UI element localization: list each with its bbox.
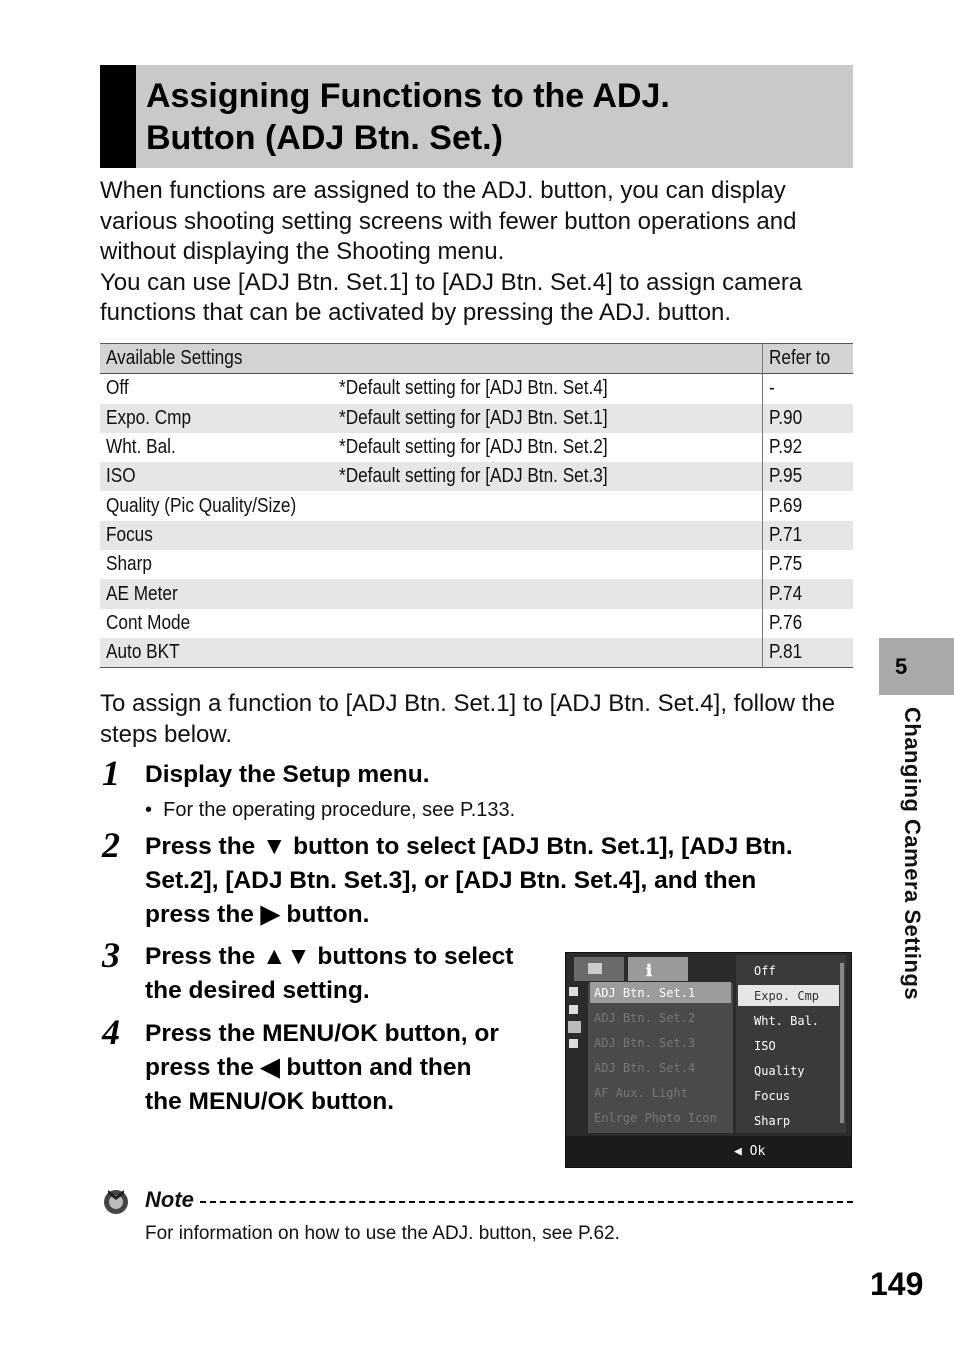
setting-note-cell: *Default setting for [ADJ Btn. Set.2] <box>339 436 608 459</box>
screen-left-item: ADJ Btn. Set.1 <box>594 986 696 1000</box>
setting-name-cell: AE Meter <box>106 582 178 605</box>
screen-right-item: Focus <box>754 1089 791 1103</box>
note-divider <box>200 1201 853 1203</box>
scroll-marker <box>569 1039 578 1048</box>
screen-left-item: Enlrge Photo Icon <box>594 1111 717 1125</box>
steps-intro <box>100 688 860 750</box>
table-row <box>100 433 853 462</box>
setup-tab-icon <box>628 957 688 981</box>
step-4-line-2: press the ◀ button and then <box>145 1054 472 1081</box>
setting-note-cell <box>333 638 762 668</box>
setting-name-cell: ISO <box>106 465 136 488</box>
camera-screen-svg <box>566 953 851 1167</box>
refer-to-cell: P.90 <box>763 404 854 433</box>
step-4-line-1: Press the MENU/OK button, or <box>145 1020 499 1047</box>
setting-note-cell <box>333 550 762 579</box>
refer-to-cell: P.69 <box>763 491 854 520</box>
bullet-dot: • <box>145 799 164 821</box>
screen-right-item: Expo. Cmp <box>754 989 820 1003</box>
refer-to-cell: P.76 <box>763 609 854 638</box>
step-2-line-2: Set.2], [ADJ Btn. Set.3], or [ADJ Btn. Set.4], and then <box>145 867 757 894</box>
refer-to-cell: P.71 <box>763 521 854 550</box>
table-row <box>100 462 853 491</box>
setting-note-cell <box>333 579 762 608</box>
camera-icon <box>588 963 602 974</box>
screen-right-item: Off <box>754 964 776 978</box>
intro-text <box>100 176 860 329</box>
table-row <box>100 579 853 608</box>
setting-note-cell: *Default setting for [ADJ Btn. Set.1] <box>339 406 608 429</box>
section-header <box>100 65 853 168</box>
screen-left-item: ADJ Btn. Set.3 <box>594 1036 696 1050</box>
setting-name-cell: Focus <box>106 523 153 546</box>
steps-intro-text: To assign a function to [ADJ Btn. Set.1] to [ADJ Btn. Set.4], follow the steps below. <box>100 690 836 748</box>
step-2-number: 2 <box>102 825 120 865</box>
screen-right-item: Wht. Bal. <box>754 1014 820 1028</box>
setting-note-cell <box>333 491 762 520</box>
table-row <box>100 521 853 550</box>
intro-paragraph-2: You can use [ADJ Btn. Set.1] to [ADJ Btn. Set.4] to assign camera functions that can be activated by pressing the ADJ. button. <box>100 268 803 326</box>
step-3-number: 3 <box>102 935 120 975</box>
note-icon <box>102 1186 132 1216</box>
settings-table <box>100 343 853 668</box>
setting-name-cell: Wht. Bal. <box>106 436 176 459</box>
screen-right-item: Quality <box>754 1064 805 1078</box>
refer-to-cell: P.92 <box>763 433 854 462</box>
table-row <box>100 550 853 579</box>
screen-left-item: ADJ Btn. Set.2 <box>594 1011 696 1025</box>
scroll-marker <box>569 987 578 996</box>
step-4-number: 4 <box>102 1012 120 1052</box>
refer-to-cell: P.81 <box>763 638 854 668</box>
step-2-line-1: Press the ▼ button to select [ADJ Btn. Set.1], [ADJ Btn. <box>145 833 793 860</box>
step-4-text <box>145 1017 555 1119</box>
page-title-line-1: Assigning Functions to the ADJ. <box>146 77 670 115</box>
camera-screen-image <box>565 952 852 1168</box>
setting-name-cell: Quality (Pic Quality/Size) <box>106 494 297 517</box>
refer-to-cell: P.74 <box>763 579 854 608</box>
header-available-settings: Available Settings <box>106 347 243 370</box>
note-text: For information on how to use the ADJ. button, see P.62. <box>145 1223 620 1244</box>
refer-to-cell: P.75 <box>763 550 854 579</box>
setting-name-cell: Off <box>106 377 129 400</box>
table-header-row <box>100 344 853 374</box>
refer-to-cell: P.95 <box>763 462 854 491</box>
step-1-number: 1 <box>102 753 120 793</box>
note-label: Note <box>145 1187 194 1212</box>
setting-name-cell: Auto BKT <box>106 641 180 664</box>
table-row <box>100 404 853 433</box>
chapter-tab <box>879 638 954 695</box>
screen-left-item: AF Aux. Light <box>594 1086 688 1100</box>
header-accent-bar <box>100 65 136 168</box>
step-3-line-2: the desired setting. <box>145 977 370 1004</box>
setting-name-cell: Cont Mode <box>106 611 191 634</box>
right-menu-panel <box>736 955 846 1133</box>
screen-right-item: Sharp <box>754 1114 791 1128</box>
step-3-line-1: Press the ▲▼ buttons to select <box>145 943 514 970</box>
page-title-line-2: Button (ADJ Btn. Set.) <box>146 119 503 157</box>
setup-icon: ℹ <box>646 961 653 980</box>
header-refer-to: Refer to <box>763 344 854 374</box>
step-2-text <box>145 830 860 932</box>
setting-name-cell: Expo. Cmp <box>106 406 192 429</box>
scroll-marker <box>569 1005 578 1014</box>
setting-note-cell <box>333 609 762 638</box>
screen-footer <box>566 1136 851 1167</box>
step-2-line-3: press the ▶ button. <box>145 901 370 928</box>
screen-footer-text: ◀ Ok <box>734 1144 766 1159</box>
setting-note-cell: *Default setting for [ADJ Btn. Set.4] <box>339 377 608 400</box>
screen-left-item: ADJ Btn. Set.4 <box>594 1061 696 1075</box>
chapter-label: Changing Camera Settings <box>900 707 925 1001</box>
page-title <box>146 75 846 159</box>
setting-note-cell <box>333 521 762 550</box>
setting-name-cell: Sharp <box>106 553 152 576</box>
table-row <box>100 374 853 404</box>
scrollbar <box>840 963 844 1123</box>
table-row <box>100 609 853 638</box>
step-1-bullet-text: For the operating procedure, see P.133. <box>163 799 516 821</box>
setting-note-cell: *Default setting for [ADJ Btn. Set.3] <box>339 465 608 488</box>
table-row <box>100 638 853 668</box>
step-1-text: Display the Setup menu. <box>145 761 430 788</box>
chapter-number: 5 <box>895 654 908 679</box>
page-number: 149 <box>870 1266 924 1302</box>
step-1-bullet <box>145 797 515 823</box>
intro-paragraph-1: When functions are assigned to the ADJ. button, you can display various shooting setting screens with fewer button operations and without displaying the Shooting menu. <box>100 177 797 265</box>
refer-to-cell: - <box>763 374 854 404</box>
step-4-line-3: the MENU/OK button. <box>145 1088 395 1115</box>
table-row <box>100 491 853 520</box>
screen-right-item: ISO <box>754 1039 776 1053</box>
scroll-marker-active <box>568 1021 581 1033</box>
step-3-text <box>145 940 555 1008</box>
